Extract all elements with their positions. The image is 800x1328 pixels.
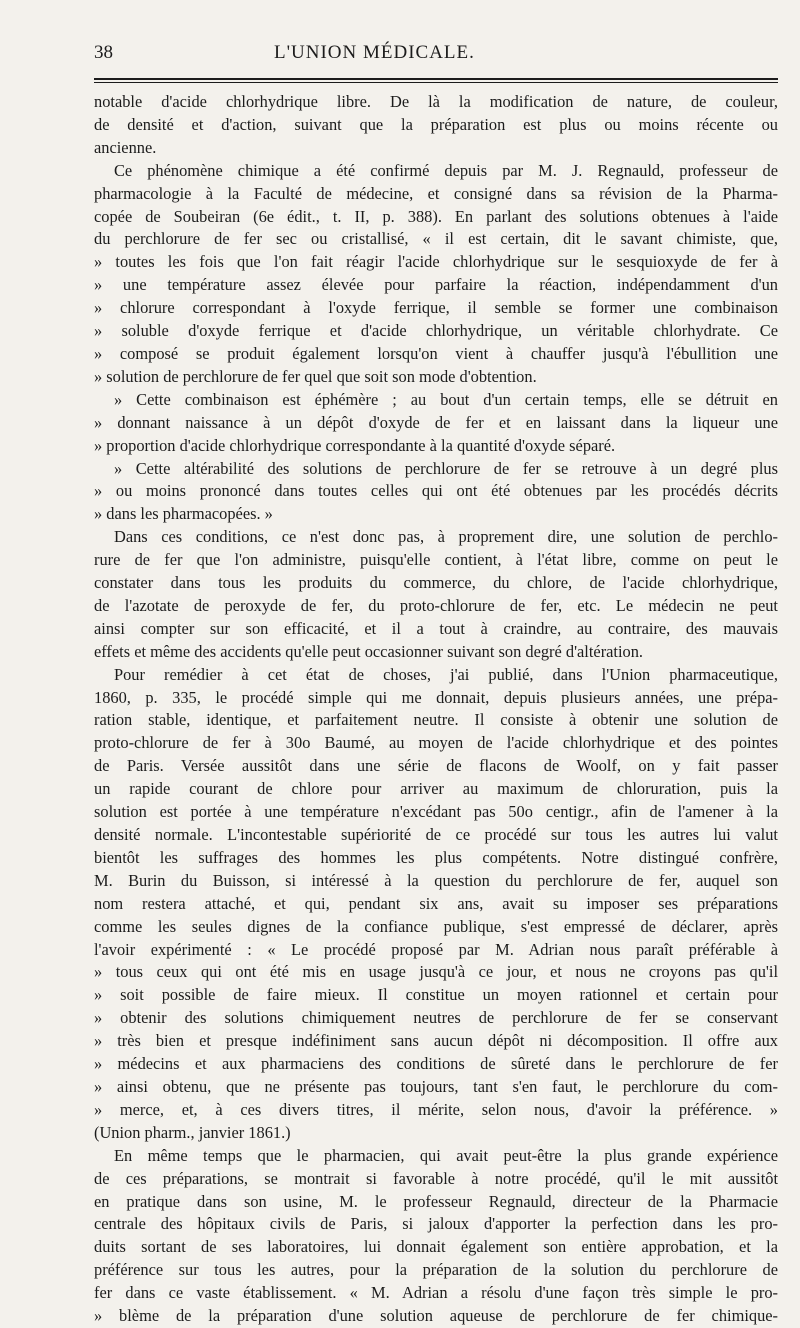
- text-line: de l'azotate de peroxyde de fer, du proto-chlorure de fer, etc. Le médecin ne peut: [94, 595, 778, 615]
- text-line: » Cette altérabilité des solutions de perchlorure de fer se retrouve à un degré plus: [114, 458, 778, 478]
- text-line: » obtenir des solutions chimiquement neutres de perchlorure de fer se conservant: [94, 1008, 778, 1028]
- text-line: En même temps que le pharmacien, qui avait peut-être la plus grande expérience: [114, 1145, 778, 1165]
- text-line: de ces préparations, se montrait si favorable à notre procédé, qu'il le mit aussitôt: [94, 1168, 778, 1188]
- text-line: l'avoir expérimenté : « Le procédé proposé par M. Adrian nous paraît préférable à: [94, 939, 778, 959]
- text-line: ainsi compter sur son efficacité, et il a tout à craindre, au contraire, des mauvais: [94, 618, 778, 638]
- text-line: » Cette combinaison est éphémère ; au bout d'un certain temps, elle se détruit en: [114, 389, 778, 409]
- text-line: M. Burin du Buisson, si intéressé à la question du perchlorure de fer, auquel son: [94, 870, 778, 890]
- page-header: [94, 42, 778, 76]
- text-line: ancienne.: [94, 137, 157, 157]
- text-line: » dans les pharmacopées. »: [94, 504, 273, 524]
- text-line: » composé se produit également lorsqu'on vient à chauffer jusqu'à l'ébullition une: [94, 343, 778, 363]
- text-line: nom restera attaché, et qui, pendant six ans, avait su imposer ses préparations: [94, 893, 778, 913]
- text-line: de densité et d'action, suivant que la préparation est plus ou moins récente ou: [94, 114, 778, 134]
- text-line: » ainsi obtenu, que ne présente pas toujours, tant s'en faut, le perchlorure du com-: [94, 1076, 778, 1096]
- text-line: de Paris. Versée aussitôt dans une série de flacons de Woolf, on y fait passer: [94, 756, 778, 776]
- text-line: pharmacologie à la Faculté de médecine, et consigné dans sa révision de la Pharma-: [94, 183, 778, 203]
- text-line: centrale des hôpitaux civils de Paris, si jaloux d'apporter la perfection dans les pro-: [94, 1214, 778, 1234]
- text-line: ration stable, identique, et parfaitement neutre. Il consiste à obtenir une solution de: [94, 710, 778, 730]
- header-rule-thin: [94, 82, 778, 83]
- text-line: » très bien et presque indéfiniment sans aucun dépôt ni décomposition. Il offre aux: [94, 1031, 778, 1051]
- text-line: » merce, et, à ces divers titres, il mérite, selon nous, d'avoir la préférence. »: [94, 1099, 778, 1119]
- text-line: Dans ces conditions, ce n'est donc pas, à proprement dire, une solution de perchlo-: [114, 527, 778, 547]
- text-line: un rapide courant de chlore pour arriver au maximum de chloruration, puis la: [94, 779, 778, 799]
- running-title: L'UNION MÉDICALE.: [274, 42, 475, 63]
- text-line: copée de Soubeiran (6e édit., t. II, p. 388). En parlant des solutions obtenues à l'aide: [94, 206, 778, 226]
- text-line: » toutes les fois que l'on fait réagir l'acide chlorhydrique sur le sesquioxyde de fer à: [94, 252, 778, 272]
- text-line: effets et même des accidents qu'elle peut occasionner suivant son degré d'altération.: [94, 641, 644, 661]
- text-line: densité normale. L'incontestable supériorité de ce procédé sur tous les autres lui valut: [94, 825, 778, 844]
- text-line: » blème de la préparation d'une solution aqueuse de perchlorure de fer chimique-: [94, 1306, 778, 1326]
- text-line: rure de fer que l'on administre, puisqu'elle contient, à l'état libre, comme on peut le: [94, 550, 778, 570]
- text-line: solution est portée à une température n'excédant pas 50o centigr., afin de l'amener à la: [94, 802, 778, 822]
- text-line: (Union pharm., janvier 1861.): [94, 1122, 291, 1142]
- text-line: » donnant naissance à un dépôt d'oxyde de fer et en laissant dans la liqueur une: [94, 412, 778, 432]
- header-rule: [94, 78, 778, 80]
- text-line: proto-chlorure de fer à 30o Baumé, au moyen de l'acide chlorhydrique et des pointes: [94, 733, 778, 753]
- text-line: » soit possible de faire mieux. Il constitue un moyen rationnel et certain pour: [94, 985, 778, 1005]
- text-line: » ou moins prononcé dans toutes celles qui ont été obtenues par les procédés décrits: [94, 481, 778, 501]
- text-line: » médecins et aux pharmaciens des conditions de sûreté dans le perchlorure de fer: [94, 1054, 778, 1074]
- text-line: duits sortant de ses laboratoires, lui donnait également son entière approbation, et la: [94, 1237, 778, 1257]
- text-line: Pour remédier à cet état de choses, j'ai publié, dans l'Union pharmaceutique,: [114, 664, 778, 684]
- text-line: 1860, p. 335, le procédé simple qui me donnait, depuis plusieurs années, une prépa-: [94, 687, 778, 707]
- text-line: » soluble d'oxyde ferrique et d'acide chlorhydrique, un véritable chlorhydrate. Ce: [94, 321, 778, 341]
- text-line: » solution de perchlorure de fer quel que soit son mode d'obtention.: [94, 366, 537, 386]
- text-line: » chlorure correspondant à l'oxyde ferrique, il semble se former une combinaison: [94, 298, 778, 318]
- text-line: » une température assez élevée pour parfaire la réaction, indépendamment d'un: [94, 275, 778, 295]
- text-line: » tous ceux qui ont été mis en usage jusqu'à ce jour, et nous ne croyons pas qu'il: [94, 962, 778, 982]
- text-line: fer dans ce vaste établissement. « M. Adrian a résolu d'une façon très simple le pro-: [94, 1283, 778, 1303]
- body-text: [94, 91, 778, 1328]
- text-line: bientôt les suffrages des hommes les plus compétents. Notre distingué confrère,: [94, 847, 778, 867]
- text-line: en pratique dans son usine, M. le professeur Regnauld, directeur de la Pharmacie: [94, 1191, 778, 1211]
- text-line: Ce phénomène chimique a été confirmé depuis par M. J. Regnauld, professeur de: [114, 160, 778, 180]
- text-line: du perchlorure de fer sec ou cristallisé, « il est certain, dit le savant chimiste, que,: [94, 229, 778, 249]
- text-line: » proportion d'acide chlorhydrique correspondante à la quantité d'oxyde séparé.: [94, 435, 616, 455]
- text-line: comme les seules dignes de la confiance publique, s'est empressé de déclarer, après: [94, 916, 778, 936]
- page-number: 38: [94, 42, 113, 63]
- text-line: constater dans tous les produits du commerce, du chlore, de l'acide chlorhydrique,: [94, 573, 778, 593]
- text-line: préférence sur tous les autres, pour la préparation de la solution du perchlorure de: [94, 1260, 778, 1280]
- text-line: notable d'acide chlorhydrique libre. De là la modification de nature, de couleur,: [94, 92, 778, 111]
